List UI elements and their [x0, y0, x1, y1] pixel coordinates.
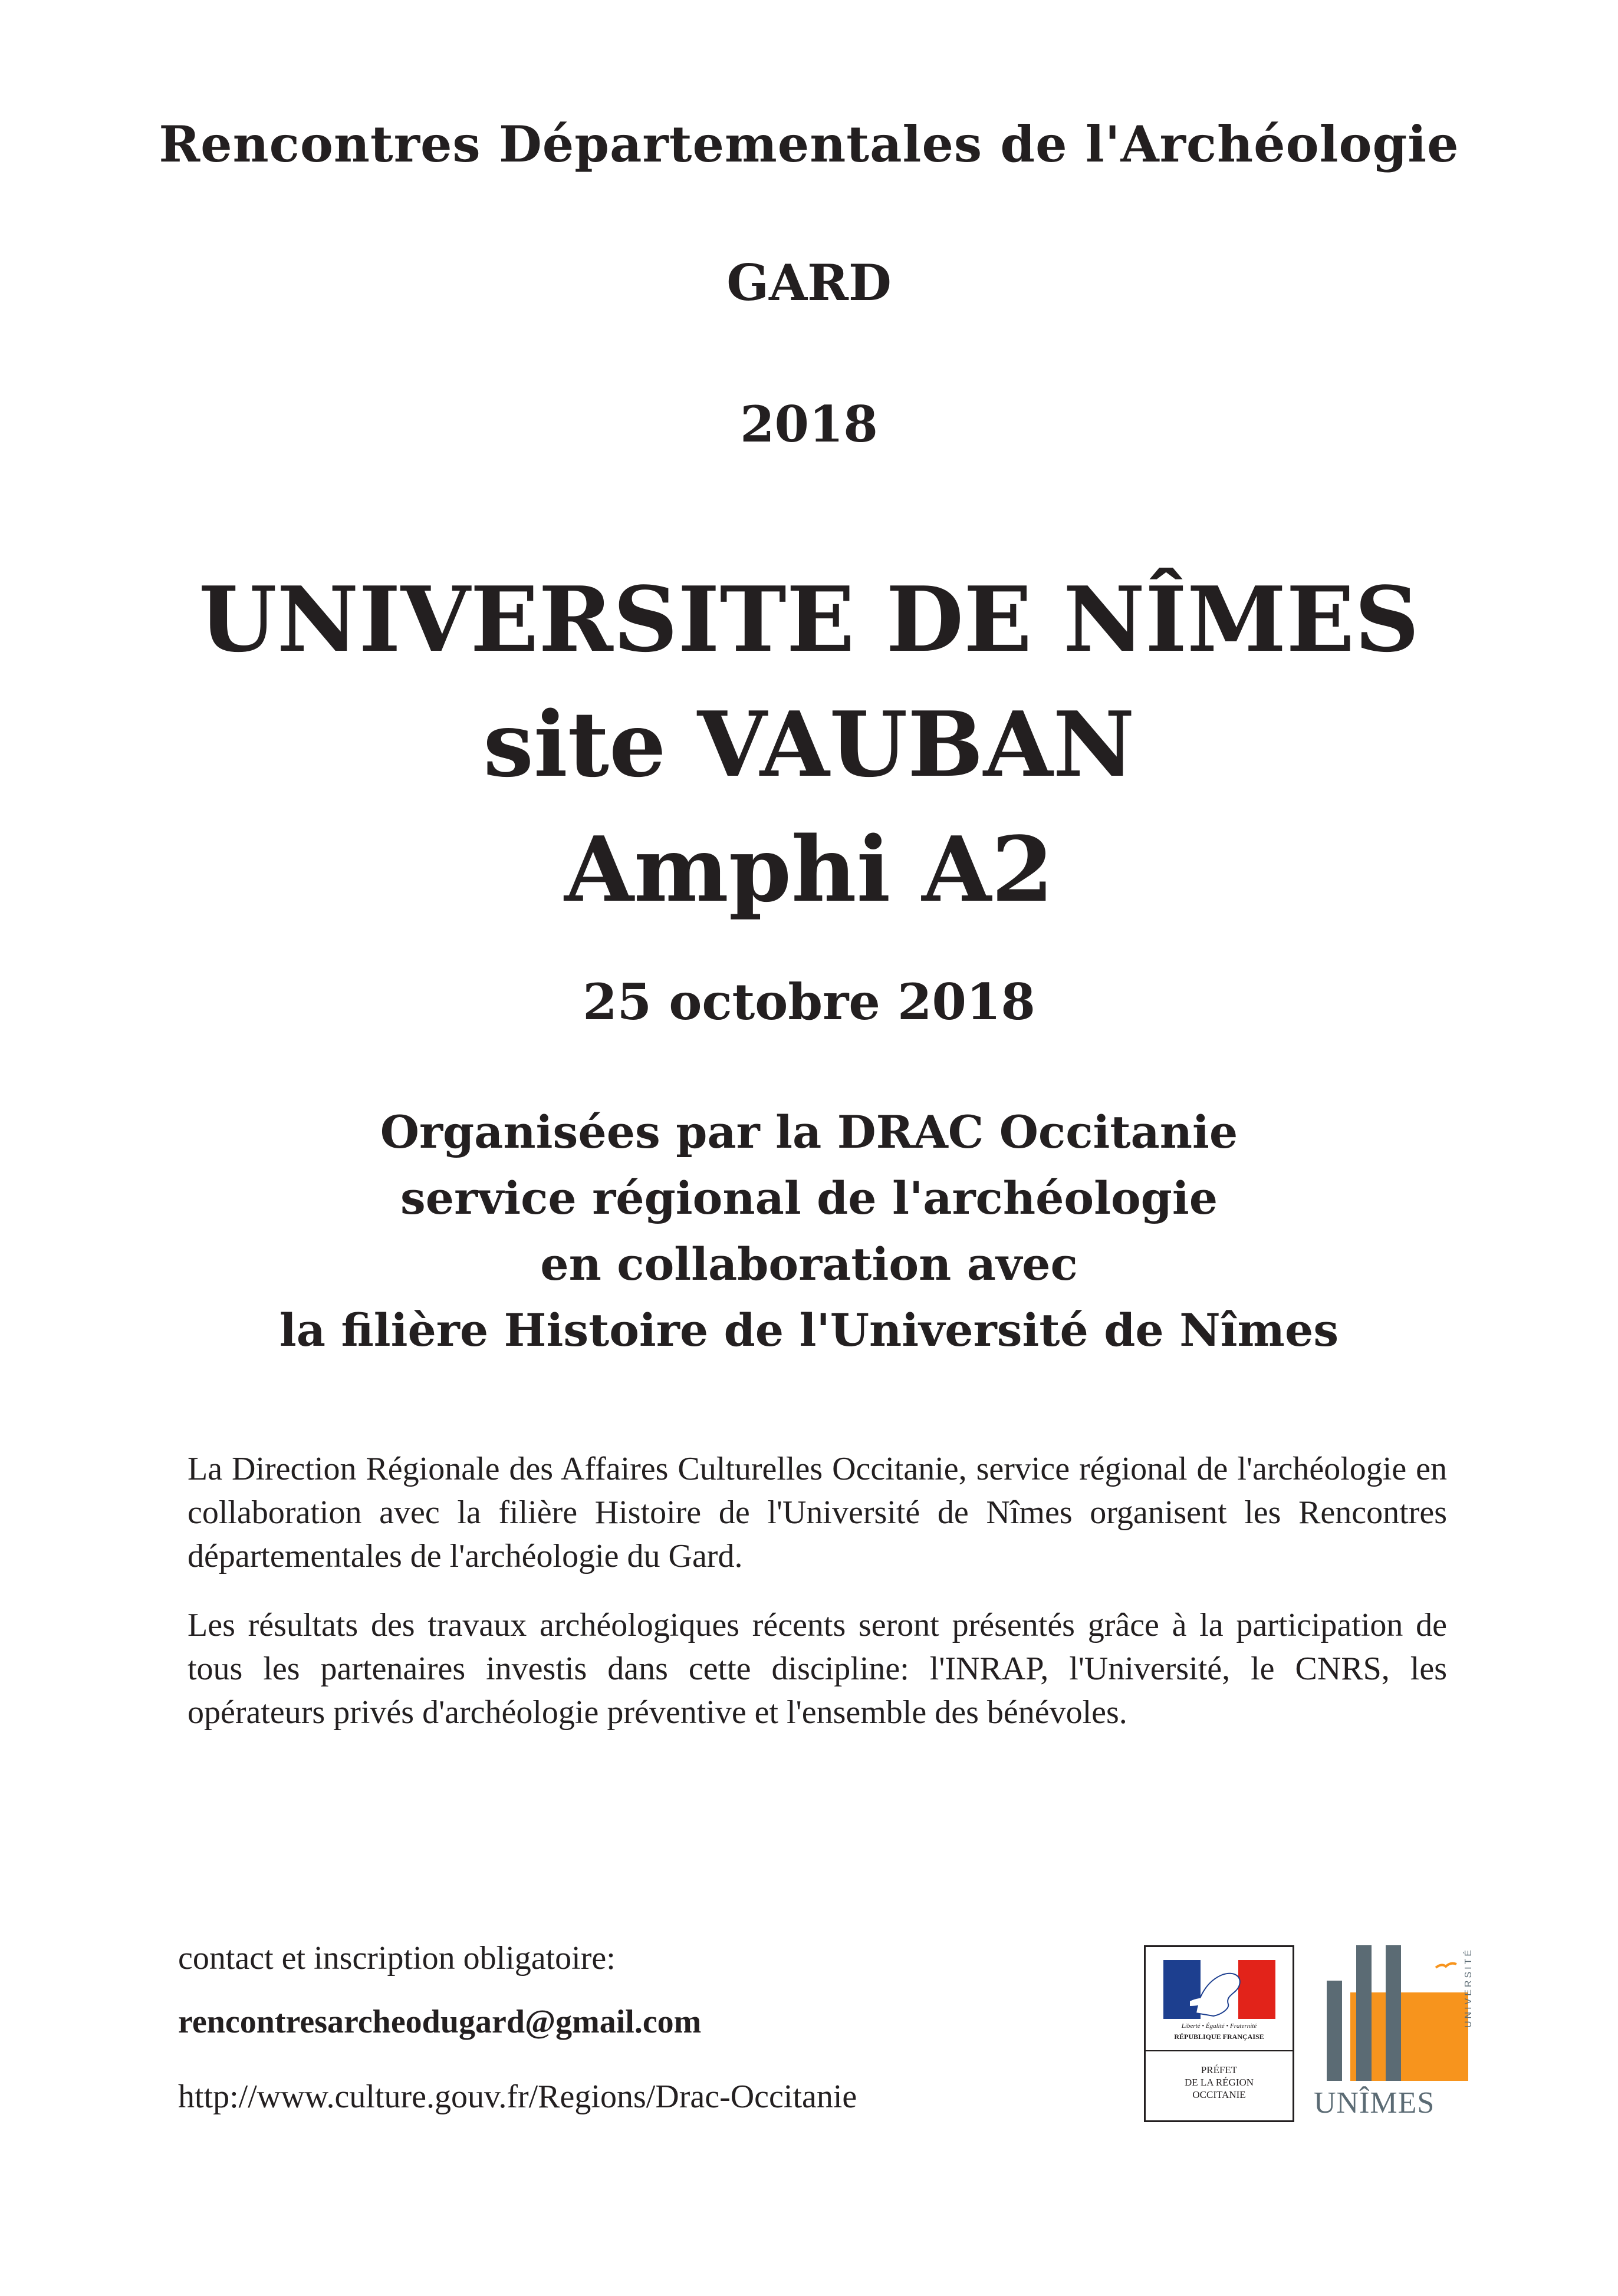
prefet-divider	[1146, 2050, 1293, 2051]
year-heading: 2018	[740, 395, 878, 453]
organizers-line-3: en collaboration avec	[540, 1238, 1078, 1290]
series-title: Rencontres Départementales de l'Archéologie	[159, 115, 1459, 173]
venue-room: Amphi A2	[564, 816, 1054, 922]
venue-block	[0, 557, 1618, 932]
venue-university: UNIVERSITE DE NÎMES	[199, 566, 1419, 672]
prefet-motto: Liberté • Égalité • Fraternité	[1181, 2022, 1257, 2030]
prefet-occitanie-logo	[1144, 1945, 1294, 2122]
prefet-text	[1146, 2064, 1293, 2101]
organizers-block	[0, 1099, 1618, 1363]
contact-website-link[interactable]: http://www.culture.gouv.fr/Regions/Drac-Occitanie	[178, 2078, 857, 2115]
unimes-wordmark: UNÎMES	[1314, 2086, 1435, 2120]
intro-paragraph: La Direction Régionale des Affaires Culturelles Occitanie, service régional de l'archéologie en collaboration avec la filière Histoire de l'Université de Nîmes organisent les Rencontres départementales de l'archéologie du Gard.	[188, 1451, 1447, 1574]
results-paragraph: Les résultats des travaux archéologiques récents seront présentés grâce à la participation de tous les partenaires investis dans cette discipline: l'INRAP, l'Université, le CNRS, les opérateurs privés d'archéologie préventive et l'ensemble des bénévoles.	[188, 1607, 1447, 1731]
marianne-logo-icon	[1163, 1960, 1275, 2019]
unimes-logo	[1309, 1945, 1486, 2122]
department-heading: GARD	[726, 253, 892, 312]
prefet-line-2: DE LA RÉGION	[1184, 2077, 1254, 2088]
organizers-line-4: la filière Histoire de l'Université de Nîmes	[279, 1304, 1339, 1356]
unimes-vertical-text: UNIVERSITÉ	[1464, 1947, 1474, 2028]
organizers-line-2: service régional de l'archéologie	[400, 1172, 1218, 1224]
organizers-line-1: Organisées par la DRAC Occitanie	[380, 1106, 1238, 1158]
contact-label: contact et inscription obligatoire:	[178, 1940, 616, 1977]
event-date: 25 octobre 2018	[583, 973, 1035, 1031]
prefet-line-1: PRÉFET	[1201, 2064, 1238, 2076]
contact-email-link[interactable]: rencontresarcheodugard@gmail.com	[178, 2004, 702, 2040]
unimes-logo-icon	[1309, 1945, 1486, 2087]
prefet-line-3: OCCITANIE	[1192, 2089, 1246, 2100]
venue-site: site VAUBAN	[483, 691, 1135, 797]
prefet-republic: RÉPUBLIQUE FRANÇAISE	[1174, 2033, 1264, 2041]
